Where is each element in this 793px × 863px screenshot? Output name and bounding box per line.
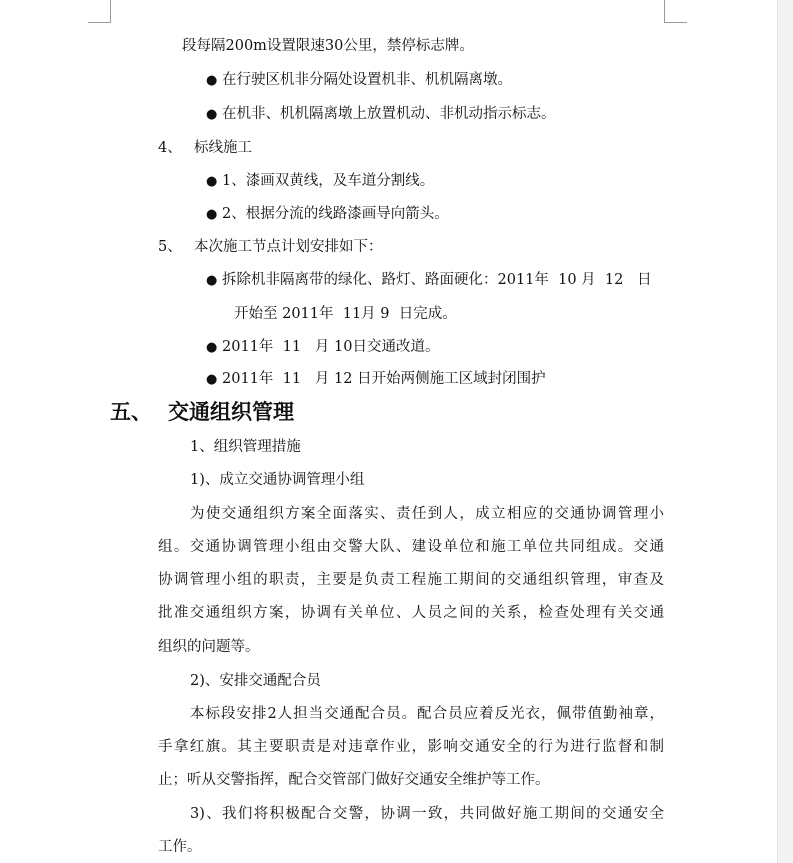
crop-mark-top-left [88, 0, 111, 23]
bullet-continuation: 开始至 2011年 11月 9 日完成。 [234, 306, 457, 322]
bullet-item [206, 270, 652, 291]
paragraph-line: 工作。 [158, 839, 202, 855]
chapter-title: 交通组织管理 [168, 400, 294, 424]
paragraph-line: 组。交通协调管理小组由交警大队、建设单位和施工单位共同组成。交通 [158, 539, 664, 555]
paragraph-line: 止；听从交警指挥，配合交管部门做好交通安全维护等工作。 [158, 772, 550, 788]
bullet-text: 在行驶区机非分隔处设置机非、机机隔离墩。 [222, 72, 512, 88]
section-title: 本次施工节点计划安排如下： [194, 239, 383, 255]
section-title: 标线施工 [194, 140, 252, 156]
paragraph-line: 批准交通组织方案，协调有关单位、人员之间的关系，检查处理有关交通 [158, 605, 664, 621]
paragraph-line: 本标段安排2人担当交通配合员。配合员应着反光衣，佩带值勤袖章， [190, 706, 664, 722]
section-number: 5、 [158, 239, 182, 255]
bullet-icon: ● [206, 372, 218, 387]
bullet-text: 1、漆画双黄线，及车道分割线。 [222, 173, 435, 189]
section-number: 4、 [158, 140, 182, 156]
subheading: 1、组织管理措施 [190, 439, 301, 455]
bullet-item [206, 171, 434, 192]
chapter-heading [110, 398, 294, 426]
crop-mark-top-right [664, 0, 687, 23]
section-5-heading [158, 237, 383, 257]
bullet-icon: ● [206, 73, 218, 88]
bullet-item [206, 70, 512, 91]
section-4-heading [158, 138, 252, 158]
subheading: 2)、安排交通配合员 [190, 673, 321, 689]
bullet-icon: ● [206, 207, 218, 222]
bullet-icon: ● [206, 340, 218, 355]
paragraph-line: 组织的问题等。 [158, 639, 260, 655]
paragraph-line: 3)、我们将积极配合交警，协调一致，共同做好施工期间的交通安全 [190, 806, 664, 822]
bullet-text: 在机非、机机隔离墩上放置机动、非机动指示标志。 [222, 106, 556, 122]
paragraph-line: 手拿红旗。其主要职责是对违章作业，影响交通安全的行为进行监督和制 [158, 739, 664, 755]
bullet-item [206, 369, 546, 390]
text-line: 段每隔200m设置限速30公里，禁停标志牌。 [182, 38, 474, 54]
bullet-text: 2011年 11 月 12 日开始两侧施工区域封闭围护 [222, 371, 546, 387]
bullet-item [206, 104, 556, 125]
bullet-item [206, 337, 439, 358]
paragraph-line: 协调管理小组的职责，主要是负责工程施工期间的交通组织管理，审查及 [158, 572, 664, 588]
bullet-icon: ● [206, 174, 218, 189]
paragraph-line: 为使交通组织方案全面落实、责任到人，成立相应的交通协调管理小 [190, 506, 664, 522]
vertical-scrollbar[interactable] [777, 0, 793, 863]
bullet-text: 2011年 11 月 10日交通改道。 [222, 339, 440, 355]
bullet-text: 2、根据分流的线路漆画导向箭头。 [222, 206, 449, 222]
bullet-icon: ● [206, 273, 218, 288]
bullet-icon: ● [206, 107, 218, 122]
subheading: 1)、成立交通协调管理小组 [190, 472, 365, 488]
bullet-text: 拆除机非隔离带的绿化、路灯、路面硬化：2011年 10 月 12 日 [222, 272, 652, 288]
bullet-item [206, 204, 449, 225]
chapter-number: 五、 [110, 400, 152, 424]
